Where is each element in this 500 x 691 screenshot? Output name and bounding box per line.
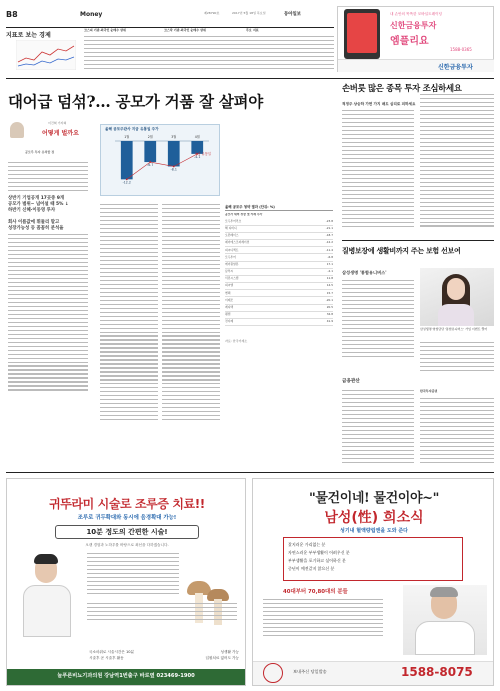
byline-name: 이건혁 기자의 — [48, 121, 67, 125]
top-divider — [6, 78, 494, 79]
ad-line1: 내 손안의 똑똑한 모바일트레이딩 — [390, 12, 443, 16]
doctor-hair — [34, 554, 58, 564]
table-cell-value: -20.1 — [325, 297, 333, 302]
page-number: B8 — [6, 10, 18, 19]
table-cell-name: 전다제 — [225, 319, 234, 324]
woman-body — [438, 304, 474, 326]
right-top-headline: 손버릇 많은 종목 투자 조심하세요 — [342, 83, 462, 93]
left-ad-sub1: 조루로 귀두확대와 동시에 음경확대 가능! — [77, 515, 177, 521]
main-headline: 대어급 덤섞?… 공모가 거품 잘 살펴야 — [8, 92, 263, 111]
market-col3-title: 주요 지표 — [246, 28, 259, 32]
table-row — [225, 312, 333, 319]
table-cell-value: -12.2 — [325, 240, 333, 245]
table-cell-name: 레디백 — [225, 305, 234, 310]
chart-point — [173, 166, 175, 168]
right-mid-title: 삼성생명 '통합유니버스' — [342, 270, 387, 275]
chart-category-label: 3월 — [171, 135, 177, 139]
chart-bar — [144, 141, 156, 162]
table-cell-name: 팬젠 — [225, 312, 231, 317]
doctor-coat — [23, 585, 71, 637]
right-ad-headline: "물건이네! 물건이야~" — [309, 491, 439, 506]
photo-caption: 삼성생명 영업담당 '통합유니버스' 가입 이벤트 열어 — [420, 327, 488, 331]
ipo-table-box — [225, 204, 333, 352]
right-mid-article — [342, 246, 494, 376]
table-cell-value: -2.1 — [327, 269, 333, 274]
table-title: 올해 공모주 청약 결과 (단위: %) — [225, 205, 275, 209]
bottom-news-title-right: 한국투자증권 — [420, 389, 438, 393]
left-ad-box-text: 10분 정도의 간편한 시술! — [86, 528, 168, 536]
chart-box — [100, 124, 220, 196]
table-row — [225, 269, 333, 276]
ipo-table-rows — [225, 213, 333, 326]
section-name: Money — [80, 11, 103, 18]
subhead-2: 공모가 범위~ 넘어설 때 5% ↓ — [8, 202, 69, 207]
left-ad-body — [87, 553, 179, 597]
table-cell-value: 15.7 — [326, 290, 333, 295]
table-cell-value: 11.8 — [326, 276, 333, 281]
table-row — [225, 240, 333, 247]
market-title: 지표로 보는 경제 — [6, 32, 51, 39]
right-mid-body-2 — [420, 342, 494, 374]
chart-data-label: -4.1 — [194, 154, 201, 159]
chart-category-label: 4월 — [194, 135, 200, 139]
issue-number: 제28790호 — [204, 11, 220, 15]
table-cell-name: 엔텍 — [225, 290, 231, 295]
table-row — [225, 233, 333, 240]
chart-point — [126, 178, 128, 180]
table-cell-value: 14.5 — [326, 283, 333, 288]
subhead-3: 하반기 신혜·이동영 투자 — [8, 208, 56, 213]
table-cell-value: 41.9 — [326, 319, 333, 324]
table-row — [225, 247, 333, 254]
article-kicker: 공모주 투자 유의할 점 — [25, 150, 55, 154]
chart-title: 올해 공모주관사 지금 유통일 주가 — [105, 127, 159, 131]
table-row — [225, 290, 333, 297]
table-row — [225, 254, 333, 261]
table-cell-value: 17.1 — [326, 261, 333, 266]
bottom-news-right — [420, 398, 494, 466]
left-ad-bullets — [89, 649, 239, 661]
table-row — [225, 305, 333, 312]
right-bullet-3: 부부생활을 포기하고 싶어하신 분 — [288, 558, 346, 563]
table-row — [225, 276, 333, 283]
reporter-photo — [10, 122, 24, 138]
market-col2-title: 코스닥 기관·외국인 순매수 상위 — [164, 28, 206, 32]
right-ad-sub: 성기내 혈액량립앤을 도와 준다 — [339, 528, 408, 534]
ads-divider — [6, 472, 494, 473]
woman-photo — [420, 268, 494, 326]
right-mid-body — [342, 280, 414, 360]
ad-phone: 1588-0365 — [450, 47, 472, 52]
table-cell-name: 모두투어 — [225, 254, 236, 259]
left-ad-body-2 — [87, 603, 237, 623]
table-cell-name: 남부씨 — [225, 269, 234, 274]
table-cell-name: 오픈베이스 — [225, 233, 239, 238]
right-top-article — [342, 82, 494, 242]
article-body-4 — [162, 204, 220, 423]
bullet-1: 국소마취로 시술시간은 10분 — [89, 650, 135, 654]
paper-name: 동아일보 — [284, 12, 301, 17]
man-hair — [430, 587, 458, 597]
table-cell-name: 모두투어리츠 — [225, 218, 242, 223]
subhead-5: 성장가능성 등 꼼꼼히 분석을 — [8, 226, 64, 231]
right-bullet-4: 중년이 예전같지 않으신 분 — [288, 566, 335, 571]
chart-bar — [121, 141, 133, 179]
table-cell-value: -21.1 — [325, 225, 333, 230]
right-ad-call[interactable]: 1588-8075 — [401, 665, 473, 679]
bullet-4: 입원치료 없어도 가능 — [205, 656, 239, 660]
table-row — [225, 297, 333, 304]
chart-data-label: -12.2 — [122, 180, 131, 185]
date: 2017년 5월 18일 목요일 — [232, 11, 266, 15]
chart-data-label: -6.7 — [147, 163, 154, 168]
table-cell-value: -18.7 — [325, 233, 333, 238]
table-cell-value: 20.5 — [326, 305, 333, 310]
right-mid-headline: 질병보장에 생활비까지 주는 보험 선보여 — [342, 246, 461, 255]
article-body-2 — [8, 234, 88, 393]
ad-footer: 신한금융투자 — [438, 64, 473, 71]
table-row — [225, 283, 333, 290]
bottom-news-left — [342, 390, 414, 466]
right-ad-product: 남성(性) 희소식 — [324, 510, 424, 526]
left-ad-headline: 귀뚜라미 시술로 조루증 치료!! — [49, 497, 205, 511]
chart-data-label: -8.1 — [170, 167, 177, 172]
table-cell-name: 에이원알폰 — [225, 261, 239, 266]
market-col1-title: 코스피 기관·외국인 순매수 상위 — [84, 28, 126, 32]
right-bullet-2: 자연스러운 부부생활이 어려우신 분 — [288, 550, 350, 555]
woman-face — [447, 278, 465, 300]
right-ad-bullets — [283, 537, 463, 581]
left-ad[interactable] — [6, 478, 246, 686]
elderly-man-photo — [403, 585, 487, 655]
table-cell-name: 피씨엘 — [225, 283, 234, 288]
chart-point — [149, 161, 151, 163]
right-ad[interactable] — [252, 478, 494, 686]
right-ad-footer1: 보내주신 당일발송 — [293, 669, 327, 674]
table-cell-value: -6.8 — [327, 254, 333, 259]
chart-callout: 상장 유통일 — [194, 152, 211, 156]
chart-bar — [168, 141, 180, 166]
subheadlines — [8, 196, 88, 232]
table-cell-name: 피씨디렉트 — [225, 247, 239, 252]
bullet-3: 성생활 가능 — [220, 650, 239, 654]
market-section — [6, 24, 334, 74]
table-row — [225, 262, 333, 269]
table-cell-name: 서진시스템 — [225, 276, 239, 281]
table-cell-value: -11.4 — [325, 247, 333, 252]
chart-line — [127, 154, 201, 179]
top-ad[interactable] — [337, 6, 494, 72]
left-ad-footer: 늘푸른비뇨기과의원 강남역1번출구 바로옆 023469-1900 — [57, 673, 195, 679]
bullet-2: 시술후 곧 시술후 활동 — [89, 656, 124, 660]
table-cell-value: 34.8 — [326, 312, 333, 317]
article-body-1 — [8, 162, 88, 194]
table-row — [225, 319, 333, 326]
table-row — [225, 226, 333, 233]
byline-box — [8, 118, 88, 136]
table-rule — [225, 210, 333, 211]
table-subtitle: 공모가 대비 상장 첫 거래 주가 — [225, 213, 263, 216]
table-cell-name: 해 디비디 — [225, 225, 237, 230]
byline-title: 어떻게 벌까요 — [42, 130, 79, 137]
table-cell-name: 제이에스코퍼레이션 — [225, 240, 250, 245]
subhead-1: 상반기 기업공개 17곳중 9개 — [8, 196, 65, 201]
right-top-body-right — [420, 94, 494, 229]
right-top-body-left — [342, 110, 414, 230]
subhead-4: 회사 이름값에 휘둘리 말고 — [8, 220, 60, 225]
right-bullet-1: 잦지러운 가리없는 분 — [288, 542, 326, 547]
table-cell-name: 이제모 — [225, 297, 234, 302]
man-shirt — [415, 621, 475, 655]
article-body-3 — [100, 204, 158, 423]
table-source: 자료: 한국거래소 — [225, 339, 248, 343]
right-ad-body — [263, 599, 383, 639]
ad-product: 엠플리요 — [390, 36, 429, 47]
table-row — [225, 218, 333, 225]
phone-screen — [347, 13, 377, 53]
market-mini-chart — [16, 40, 76, 70]
chart-category-label: 1월 — [124, 135, 130, 139]
chart-svg — [101, 133, 221, 195]
right-ad-box1-title: 40대부터 70,80대의 분들 — [283, 589, 348, 595]
right-top-sub: 적정주 상승하 가면 가지 매도 심리로 피하세요 — [342, 102, 416, 106]
bottom-news-title-left: 금융관산 — [342, 379, 360, 384]
left-ad-sub2: 오랜 경험과 노하우를 바탕으로 최선을 다하겠습니다. — [85, 543, 169, 547]
market-table-lines — [84, 36, 334, 72]
stamp-icon — [263, 663, 283, 683]
table-cell-value: -23.8 — [325, 218, 333, 223]
chart-category-label: 2월 — [147, 135, 153, 139]
doctor-photo — [17, 551, 77, 641]
ad-brand: 신한금융투자 — [390, 21, 437, 30]
right-mid-rule — [342, 240, 494, 241]
